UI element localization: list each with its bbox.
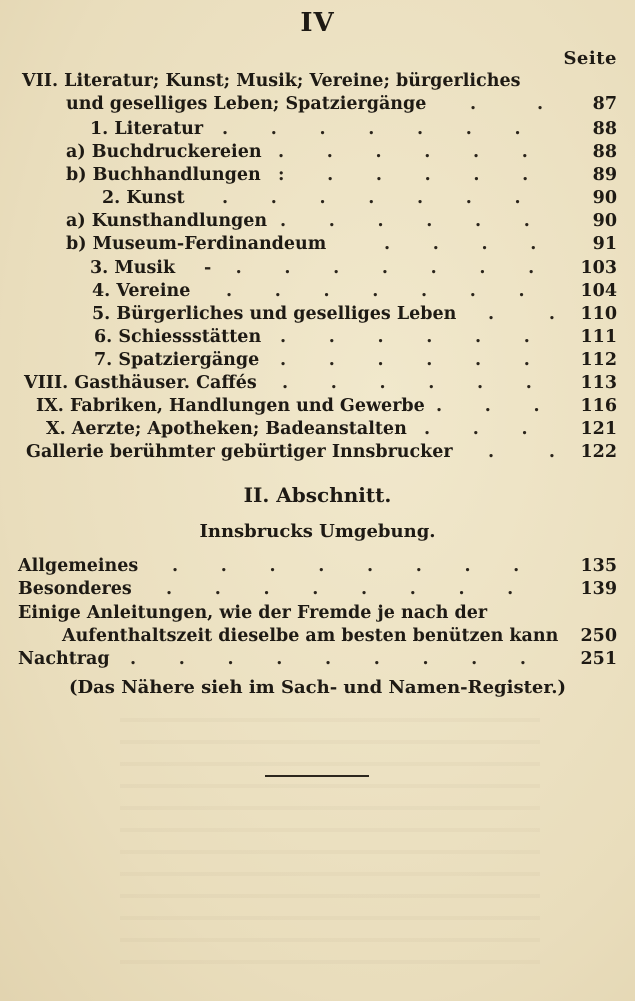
toc-entry-text: Besonderes [18, 579, 132, 599]
toc-row [0, 187, 635, 210]
toc-row [0, 303, 635, 326]
toc-page-number: 250 [580, 626, 617, 646]
section-heading: II. Abschnitt. [243, 483, 392, 507]
leader-dots: - . . . . . . . [204, 258, 535, 278]
leader-dots: . . . . . . . . [172, 556, 520, 576]
toc-row [0, 602, 635, 625]
register-note: (Das Nähere sieh im Sach- und Namen-Register.) [69, 677, 566, 698]
toc-page-number: 111 [580, 327, 617, 347]
toc-row [0, 625, 635, 648]
leader-dots: . . . . . . . . . [130, 649, 527, 669]
toc-page-number: 110 [580, 304, 617, 324]
leader-dots: . . . . . . . [222, 119, 521, 139]
toc-entry-text: 5. Bürgerliches und geselliges Leben [92, 304, 457, 324]
toc-row [0, 141, 635, 164]
leader-dots: . . . . . . . [226, 281, 525, 301]
toc-page-number: 122 [580, 442, 617, 462]
seite-label: Seite [563, 48, 617, 69]
leader-dots: . . [470, 94, 544, 114]
toc-entry-text: Einige Anleitungen, wie der Fremde je nach der [18, 603, 488, 623]
paper-bleed-through [120, 700, 540, 980]
closing-rule [265, 775, 369, 777]
toc-page-number: 88 [592, 119, 617, 139]
leader-dots: . . [488, 442, 556, 462]
toc-entry-text: Allgemeines [18, 556, 139, 576]
section-subheading: Innsbrucks Umgebung. [199, 521, 436, 542]
toc-entry-text: X. Aerzte; Apotheken; Badeanstalten [46, 419, 407, 439]
leader-dots: : . . . . . [278, 165, 529, 185]
toc-page-number: 135 [580, 556, 617, 576]
toc-row [0, 349, 635, 372]
toc-row [0, 70, 635, 93]
toc-row [0, 372, 635, 395]
toc-row [0, 280, 635, 303]
toc-page-number: 113 [580, 373, 617, 393]
toc-entry-text: 1. Literatur [90, 119, 204, 139]
toc-entry-text: b) Buchhandlungen [66, 165, 261, 185]
toc-entry-text: VII. Literatur; Kunst; Musik; Vereine; bürgerliches [22, 71, 521, 91]
toc-row [0, 578, 635, 601]
leader-dots: . . . . . . . [222, 188, 521, 208]
toc-entry-text: IX. Fabriken, Handlungen und Gewerbe [36, 396, 425, 416]
toc-page-number: 87 [592, 94, 617, 114]
toc-page-number: 112 [580, 350, 617, 370]
toc-page-number: 121 [580, 419, 617, 439]
toc-row [0, 164, 635, 187]
toc-entry-text: b) Museum-Ferdinandeum [66, 234, 327, 254]
leader-dots: . . [488, 304, 556, 324]
toc-row [0, 418, 635, 441]
toc-entry-text: 3. Musik [90, 258, 176, 278]
leader-dots: . . . . [384, 234, 537, 254]
toc-page-number: 251 [580, 649, 617, 669]
leader-dots: . . . . . . [280, 327, 530, 347]
toc-row [0, 257, 635, 280]
toc-row [0, 441, 635, 464]
leader-dots: . . . . . . [280, 350, 530, 370]
toc-entry-text: a) Buchdruckereien [66, 142, 262, 162]
toc-entry-text: Gallerie berühmter gebürtiger Innsbrucker [26, 442, 453, 462]
leader-dots: . . . [424, 419, 528, 439]
leader-dots: . . . [436, 396, 540, 416]
toc-row [0, 555, 635, 578]
leader-dots: . . . . . . [280, 211, 530, 231]
toc-entry-text: 2. Kunst [102, 188, 185, 208]
leader-dots: . . . . . . [278, 142, 528, 162]
toc-page-number: 89 [592, 165, 617, 185]
toc-row [0, 233, 635, 256]
toc-page-number: 88 [592, 142, 617, 162]
leader-dots: . . . . . . [282, 373, 532, 393]
toc-entry-text: und geselliges Leben; Spatziergänge [66, 94, 427, 114]
toc-row [0, 326, 635, 349]
toc-page-number: 90 [592, 211, 617, 231]
toc-row [0, 93, 635, 116]
toc-entry-text: Aufenthaltszeit dieselbe am besten benützen kann [62, 626, 559, 646]
toc-page-number: 91 [592, 234, 617, 254]
toc-page-number: 139 [580, 579, 617, 599]
toc-row [0, 395, 635, 418]
toc-page-number: 90 [592, 188, 617, 208]
page-number: IV [300, 8, 335, 38]
toc-entry-text: a) Kunsthandlungen [66, 211, 268, 231]
toc-row [0, 118, 635, 141]
toc-entry-text: VIII. Gasthäuser. Caffés [24, 373, 257, 393]
toc-entry-text: 4. Vereine [92, 281, 191, 301]
toc-row [0, 210, 635, 233]
toc-entry-text: Nachtrag [18, 649, 110, 669]
toc-entry-text: 6. Schiessstätten [94, 327, 262, 347]
toc-entry-text: 7. Spatziergänge [94, 350, 260, 370]
toc-row [0, 648, 635, 671]
toc-page-number: 103 [580, 258, 617, 278]
toc-page-number: 104 [580, 281, 617, 301]
leader-dots: . . . . . . . . [166, 579, 514, 599]
toc-page-number: 116 [580, 396, 617, 416]
